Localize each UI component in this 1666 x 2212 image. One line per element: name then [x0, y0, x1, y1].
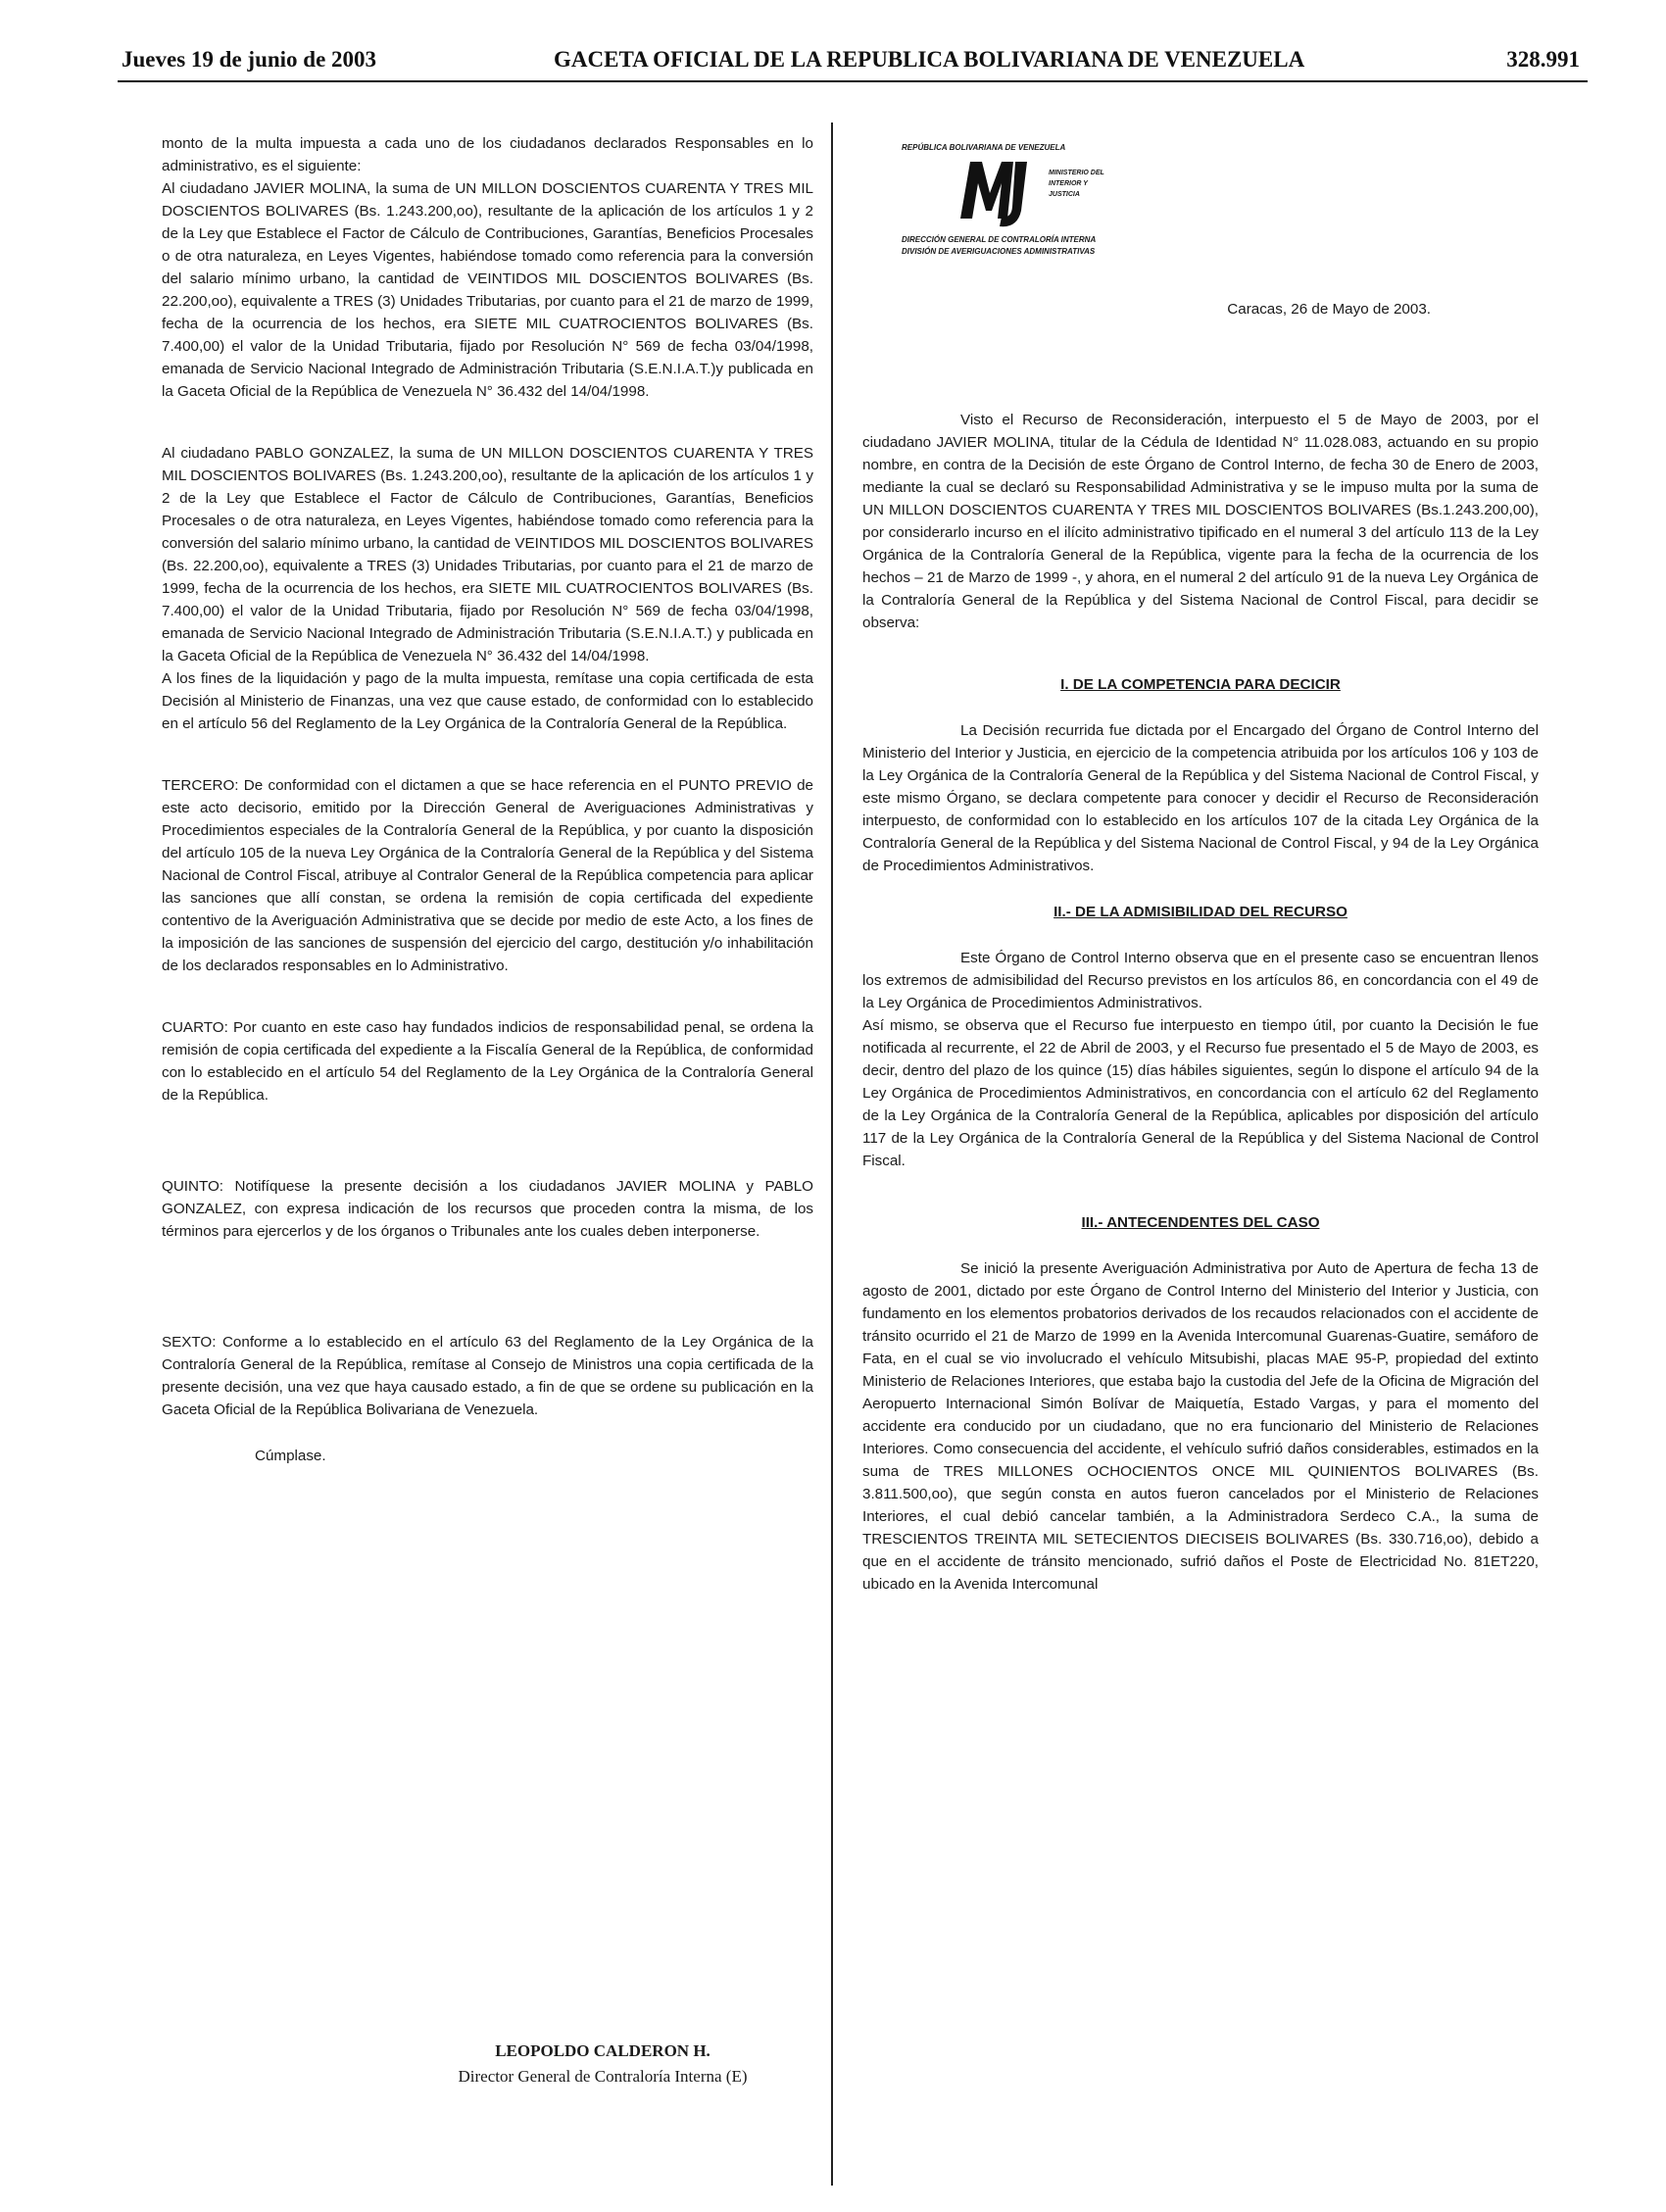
logo-ministry-text: MINISTERIO DEL INTERIOR Y JUSTICIA — [1049, 170, 1104, 198]
page-header — [118, 43, 1588, 82]
right-column — [862, 132, 1539, 1596]
left-paragraph-1: monto de la multa impuesta a cada uno de los ciudadanos declarados Responsables en lo administrativo, es el siguiente: — [162, 135, 813, 174]
ministry-logo — [902, 132, 1225, 274]
signature-block — [392, 2039, 813, 2089]
logo-bottom-line-1: DIRECCIÓN GENERAL DE CONTRALORÍA INTERNA — [902, 235, 1097, 244]
header-page-number: 328.991 — [1506, 47, 1580, 72]
signature-title: Director General de Contraloría Interna (E) — [458, 2067, 748, 2086]
mj-logo-icon — [956, 150, 1035, 230]
left-paragraph-tercero: TERCERO: De conformidad con el dictamen a que se hace referencia en el PUNTO PREVIO de este acto decisorio, emitido por la Dirección General de Averiguaciones Administrativas y Procedimientos especiales de la Contraloría General de la República, y por cuanto la disposición del artículo 105 de la nueva Ley Orgánica de la Contraloría General de la República y del Sistema Nacional de Control Fiscal, atribuye al Contralor General de la República competencia para aplicar las sanciones que allí constan, se ordena la remisión de copia certificada del expediente contentivo de la Averiguación Administrativa que se decide por medio de este Acto, a los fines de la imposición de las sanciones de suspensión del ejercicio del cargo, destitución y/o inhabilitación de los declarados responsables en lo Administrativo. — [162, 777, 813, 974]
header-date: Jueves 19 de junio de 2003 — [122, 47, 377, 72]
left-column — [162, 132, 813, 1467]
header-title: GACETA OFICIAL DE LA REPUBLICA BOLIVARIANA DE VENEZUELA — [554, 47, 1305, 72]
left-paragraph-3: Al ciudadano PABLO GONZALEZ, la suma de UN MILLON DOSCIENTOS CUARENTA Y TRES MIL DOSCIENTOS BOLIVARES (Bs. 1.243.200,oo), resultante de la aplicación de los artículos 1 y 2 de la Ley que Establece el Factor de Cálculo de Contribuciones, Garantías, Beneficios Procesales o de otra naturaleza, en Leyes Vigentes, habiéndose tomado como referencia para la conversión del salario mínimo urbano, la cantidad de VEINTIDOS MIL DOSCIENTOS BOLIVARES (Bs. 22.200,oo), equivalente a TRES (3) Unidades Tributarias, por cuanto para el 21 de marzo de 1999, fecha de la ocurrencia de los hechos, era SIETE MIL CUATROCIENTOS BOLIVARES (Bs. 7.400,00) el valor de la Unidad Tributaria, fijado por Resolución N° 569 de fecha 03/04/1998, emanada de Servicio Nacional Integrado de Administración Tributaria (S.E.N.I.A.T.) y publicada en la Gaceta Oficial de la República de Venezuela N° 36.432 del 14/04/1998. — [162, 445, 813, 664]
logo-bottom-line-2: DIVISIÓN DE AVERIGUACIONES ADMINISTRATIVAS — [902, 247, 1096, 256]
right-paragraph-1: Visto el Recurso de Reconsideración, interpuesto el 5 de Mayo de 2003, por el ciudadano JAVIER MOLINA, titular de la Cédula de Identidad N° 11.028.083, actuando en su propio nombre, en contra de la Decisión de este Órgano de Control Interno, de fecha 30 de Enero de 2003, mediante la cual se declaró su Responsabilidad Administrativa y se le impuso multa por la suma de UN MILLON DOSCIENTOS CUARENTA Y TRES MIL DOSCIENTOS BOLIVARES (Bs.1.243.200,00), por considerarlo incurso en el ilícito administrativo tipificado en el numeral 3 del artículo 113 de la Ley Orgánica de la Contraloría General de la República, vigente para la fecha de la ocurrencia de los hechos – 21 de Marzo de 1999 -, y ahora, en el numeral 2 del artículo 91 de la nueva Ley Orgánica de la Contraloría General de la República y del Sistema Nacional de Control Fiscal, para decidir se observa: — [862, 412, 1539, 631]
left-paragraph-2: Al ciudadano JAVIER MOLINA, la suma de UN MILLON DOSCIENTOS CUARENTA Y TRES MIL DOSCIENTOS BOLIVARES (Bs. 1.243.200,oo), resultante de la aplicación de los artículos 1 y 2 de la Ley que Establece el Factor de Cálculo de Contribuciones, Garantías, Beneficios Procesales o de otra naturaleza, en Leyes Vigentes, habiéndose tomado como referencia para la conversión del salario mínimo urbano, la cantidad de VEINTIDOS MIL DOSCIENTOS BOLIVARES (Bs. 22.200,oo), equivalente a TRES (3) Unidades Tributarias, por cuanto para el 21 de marzo de 1999, fecha de la ocurrencia de los hechos, era SIETE MIL CUATROCIENTOS BOLIVARES (Bs. 7.400,00) el valor de la Unidad Tributaria, fijado por Resolución N° 569 de fecha 03/04/1998, emanada de Servicio Nacional Integrado de Administración Tributaria (S.E.N.I.A.T.)y publicada en la Gaceta Oficial de la República de Venezuela N° 36.432 del 14/04/1998. — [162, 180, 814, 400]
place-date: Caracas, 26 de Mayo de 2003. — [1227, 301, 1431, 318]
left-paragraph-quinto: QUINTO: Notifíquese la presente decisión a los ciudadanos JAVIER MOLINA y PABLO GONZALEZ, con expresa indicación de los recursos que proceden contra la misma, de los términos para ejercerlos y de los órganos o Tribunales ante los cuales deben interponerse. — [162, 1178, 813, 1240]
column-divider — [831, 123, 833, 2186]
section-heading-2: II.- DE LA ADMISIBILIDAD DEL RECURSO — [1054, 904, 1348, 920]
left-paragraph-4: A los fines de la liquidación y pago de la multa impuesta, remítase una copia certificada de esta Decisión al Ministerio de Finanzas, una vez que cause estado, de conformidad con lo establecido en el artículo 56 del Reglamento de la Ley Orgánica de la Contraloría General de la República. — [162, 670, 813, 732]
left-paragraph-cuarto: CUARTO: Por cuanto en este caso hay fundados indicios de responsabilidad penal, se ordena la remisión de copia certificada del expediente a la Fiscalía General de la República, de conformidad con lo establecido en el artículo 54 del Reglamento de la Ley Orgánica de la Contraloría General de la República. — [162, 1019, 813, 1104]
left-paragraph-sexto: SEXTO: Conforme a lo establecido en el artículo 63 del Reglamento de la Ley Orgánica de la Contraloría General de la República, remítase al Consejo de Ministros una copia certificada de la presente decisión, una vez que haya causado estado, a fin de que se ordene su publicación en la Gaceta Oficial de la República Bolivariana de Venezuela. — [162, 1334, 813, 1418]
signature-name: LEOPOLDO CALDERON H. — [495, 2041, 710, 2060]
section-heading-1: I. DE LA COMPETENCIA PARA DECICIR — [1060, 676, 1341, 693]
right-paragraph-4: Así mismo, se observa que el Recurso fue interpuesto en tiempo útil, por cuanto la Decisión le fue notificada al recurrente, el 22 de Abril de 2003, y el Recurso fue presentado el 5 de Mayo de 2003, es decir, dentro del plazo de los quince (15) días hábiles siguientes, según lo dispone el artículo 94 de la Ley Orgánica de Procedimientos Administrativos, en concordancia con el artículo 62 del Reglamento de la Ley Orgánica de la Contraloría General de la República, aplicables por disposición del artículo 117 de la Ley Orgánica de la Contraloría General de la República y del Sistema Nacional de Control Fiscal. — [862, 1017, 1539, 1169]
right-paragraph-5: Se inició la presente Averiguación Administrativa por Auto de Apertura de fecha 13 de agosto de 2001, dictado por este Órgano de Control Interno del Ministerio del Interior y Justicia, con fundamento en los elementos probatorios derivados de los recaudos relacionados con el accidente de tránsito ocurrido el 21 de Marzo de 1999 en la Avenida Intercomunal Guarenas-Guatire, semáforo de Fata, en el cual se vio involucrado el vehículo Mitsubishi, placas MAE 95-P, propiedad del extinto Ministerio de Relaciones Interiores, que estaba bajo la custodia del Jefe de la Oficina de Migración del Aeropuerto Internacional Simón Bolívar de Maiquetía, Estado Vargas, y para el momento del accidente era conducido por un ciudadano, que no era funcionario del Ministerio de Relaciones Interiores. Como consecuencia del accidente, el vehículo sufrió daños considerables, estimados en la suma de TRES MILLONES OCHOCIENTOS ONCE MIL QUINIENTOS BOLIVARES (Bs. 3.811.500,oo), que según consta en autos fueron cancelados por el Ministerio de Relaciones Interiores, el cual debió cancelar también, a la Administradora Serdeco C.A., la suma de TRESCIENTOS TREINTA MIL SETECIENTOS DIECISEIS BOLIVARES (Bs. 330.716,oo), debido a que en el accidente de tránsito mencionado, sufrió daños el Poste de Electricidad No. 81ET220, ubicado en la Avenida Intercomunal — [862, 1260, 1539, 1593]
logo-top-text: REPÚBLICA BOLIVARIANA DE VENEZUELA — [902, 143, 1066, 152]
right-paragraph-3: Este Órgano de Control Interno observa que en el presente caso se encuentran llenos los extremos de admisibilidad del Recurso previstos en los artículos 86, en concordancia con el 49 de la Ley Orgánica de Procedimientos Administrativos. — [862, 950, 1539, 1011]
header-rule — [118, 80, 1588, 82]
closing-text: Cúmplase. — [255, 1448, 326, 1464]
right-paragraph-2: La Decisión recurrida fue dictada por el Encargado del Órgano de Control Interno del Ministerio del Interior y Justicia, en ejercicio de la competencia atribuida por los artículos 106 y 103 de la Ley Orgánica de la Contraloría General de la República y del Sistema Nacional de Control Fiscal, y este mismo Órgano, se declara competente para conocer y decidir el Recurso de Reconsideración interpuesto, de conformidad con lo establecido en los artículos 107 de la citada Ley Orgánica de la Contraloría General de la República y del Sistema Nacional de Control Fiscal, y 94 de la Ley Orgánica de Procedimientos Administrativos. — [862, 722, 1539, 874]
section-heading-3: III.- ANTECENDENTES DEL CASO — [1081, 1214, 1320, 1231]
